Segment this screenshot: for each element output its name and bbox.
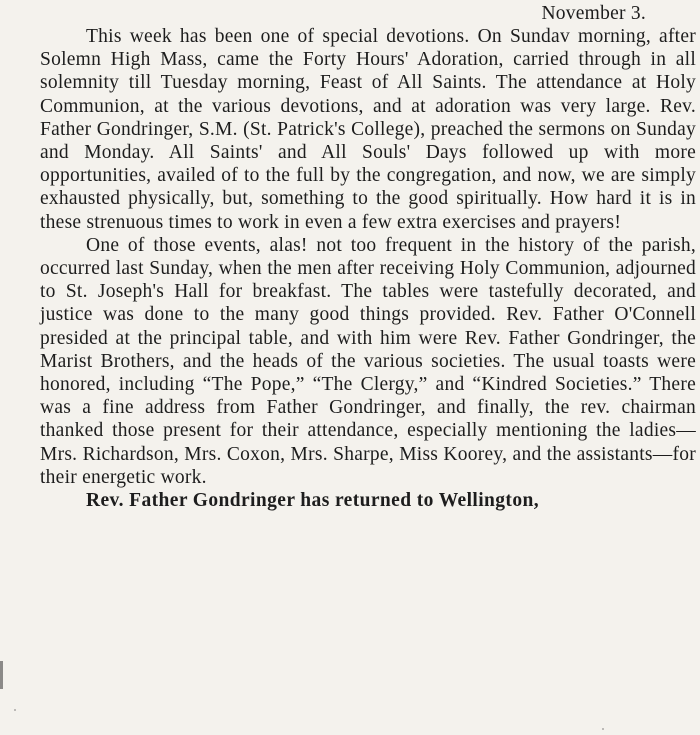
print-speck [14, 709, 16, 711]
paragraph: This week has been one of special devotions. On Sundav morning, after Solemn High Mass, came the Forty Hours' Adoration, carried through in all solemnity till Tuesday morning, Feast of All Saints. The attendance at Holy Communion, at the various devotions, and at adoration was very large. Rev. Father Gondringer, S.M. (St. Patrick's College), preached the sermons on Sunday and Monday. All Saints' and All Souls' Days followed up with more opportunities, availed of to the full by the congregation, and now, we are simply exhausted physically, but, something to the good spiritually. How hard it is in these strenuous times to work in even a few extra exercises and prayers! [40, 26, 696, 233]
paragraph: One of those events, alas! not too frequent in the history of the parish, occurred last Sunday, when the men after receiving Holy Communion, adjourned to St. Joseph's Hall for breakfast. The tables were tastefully decorated, and justice was done to the many good things provided. Rev. Father O'Connell presided at the principal table, and with him were Rev. Father Gondringer, the Marist Brothers, and the heads of the various societies. The usual toasts were honored, including “The Pope,” “The Clergy,” and “Kindred Societies.” There was a fine address from Father Gondringer, and finally, the rev. chairman thanked those present for their attendance, especially mentioning the ladies—Mrs. Richardson, Mrs. Coxon, Mrs. Sharpe, Miss Koorey, and the assistants—for their energetic work. [40, 234, 696, 488]
paragraph: Rev. Father Gondringer has returned to Wellington, [86, 490, 539, 512]
dateline: November 3. [541, 3, 646, 24]
margin-mark [0, 661, 3, 689]
article-column [40, 3, 696, 512]
print-speck [602, 728, 604, 730]
